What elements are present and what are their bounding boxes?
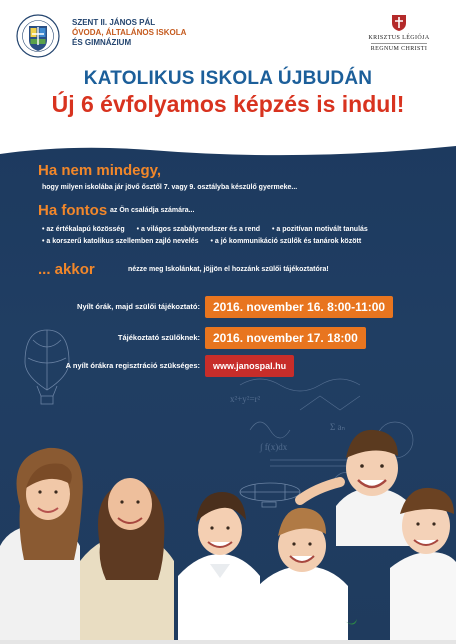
value-list-row bbox=[42, 224, 378, 236]
svg-text:∫ f(x)dx: ∫ f(x)dx bbox=[260, 442, 288, 452]
intro-lead2-rest: az Ön családja számára... bbox=[110, 207, 195, 214]
legio-line2: REGNUM CHRISTI bbox=[370, 46, 428, 52]
value-list-row bbox=[42, 236, 378, 248]
list-item: • a jó kommunikáció szülők és tanárok között bbox=[210, 238, 362, 245]
legio-divider bbox=[371, 43, 427, 44]
registration-link[interactable]: www.janospal.hu bbox=[205, 355, 294, 377]
footer-rule bbox=[0, 640, 456, 644]
value-list bbox=[42, 224, 378, 248]
school-name bbox=[72, 18, 186, 48]
school-name-line3: ÉS GIMNÁZIUM bbox=[72, 38, 132, 47]
event-date-parent-info: 2016. november 17. 18:00 bbox=[205, 327, 366, 349]
svg-text:x²+y²=r²: x²+y²=r² bbox=[230, 394, 261, 404]
legio-emblem-icon bbox=[391, 14, 407, 32]
svg-text:Σ aₙ: Σ aₙ bbox=[330, 422, 346, 432]
intro-lead1-rest: hogy milyen iskolába jár jövő ősztől 7. vagy 9. osztályba készülő gyermeke... bbox=[42, 184, 298, 191]
list-item: • a világos szabályrendszer és a rend bbox=[136, 226, 261, 233]
event-row-registration bbox=[0, 355, 200, 377]
headline bbox=[0, 66, 456, 124]
headline-title: KATOLIKUS ISKOLA ÚJBUDÁN bbox=[83, 68, 373, 89]
event-label: A nyílt órákra regisztráció szükséges: bbox=[65, 361, 200, 370]
list-item: • az értékalapú közösség bbox=[42, 226, 125, 233]
event-date-open-lessons: 2016. november 16. 8:00-11:00 bbox=[205, 296, 393, 318]
school-name-line2: ÓVODA, ÁLTALÁNOS ISKOLA bbox=[72, 28, 187, 37]
legio-logo bbox=[358, 14, 440, 52]
event-label: Nyílt órák, majd szülői tájékoztató: bbox=[77, 302, 200, 311]
headline-subtitle: Új 6 évfolyamos képzés is indul! bbox=[51, 91, 405, 117]
event-label: Tájékoztató szülőknek: bbox=[117, 333, 200, 342]
child-girl-center bbox=[80, 478, 174, 644]
children-photo bbox=[0, 396, 456, 644]
child-boy-center bbox=[178, 492, 260, 644]
legio-line1: KRISZTUS LÉGIÓJA bbox=[368, 35, 430, 41]
school-name-line1: SZENT II. JÁNOS PÁL bbox=[72, 18, 156, 27]
intro-lead3: ... akkor bbox=[38, 261, 95, 278]
intro-lead1: Ha nem mindegy, bbox=[38, 162, 162, 179]
list-item: • a pozitívan motivált tanulás bbox=[271, 226, 368, 233]
child-girl-left bbox=[0, 448, 83, 644]
event-row-open-lessons bbox=[0, 296, 200, 318]
header bbox=[0, 0, 456, 66]
intro-lead3-rest: nézze meg Iskolánkat, jöjjön el hozzánk szülői tájékoztatóra! bbox=[128, 266, 329, 273]
school-crest-logo bbox=[16, 14, 60, 58]
intro-lead2: Ha fontos bbox=[38, 202, 108, 219]
event-row-parent-info bbox=[0, 327, 200, 349]
list-item: • a korszerű katolikus szellemben zajló nevelés bbox=[42, 238, 199, 245]
